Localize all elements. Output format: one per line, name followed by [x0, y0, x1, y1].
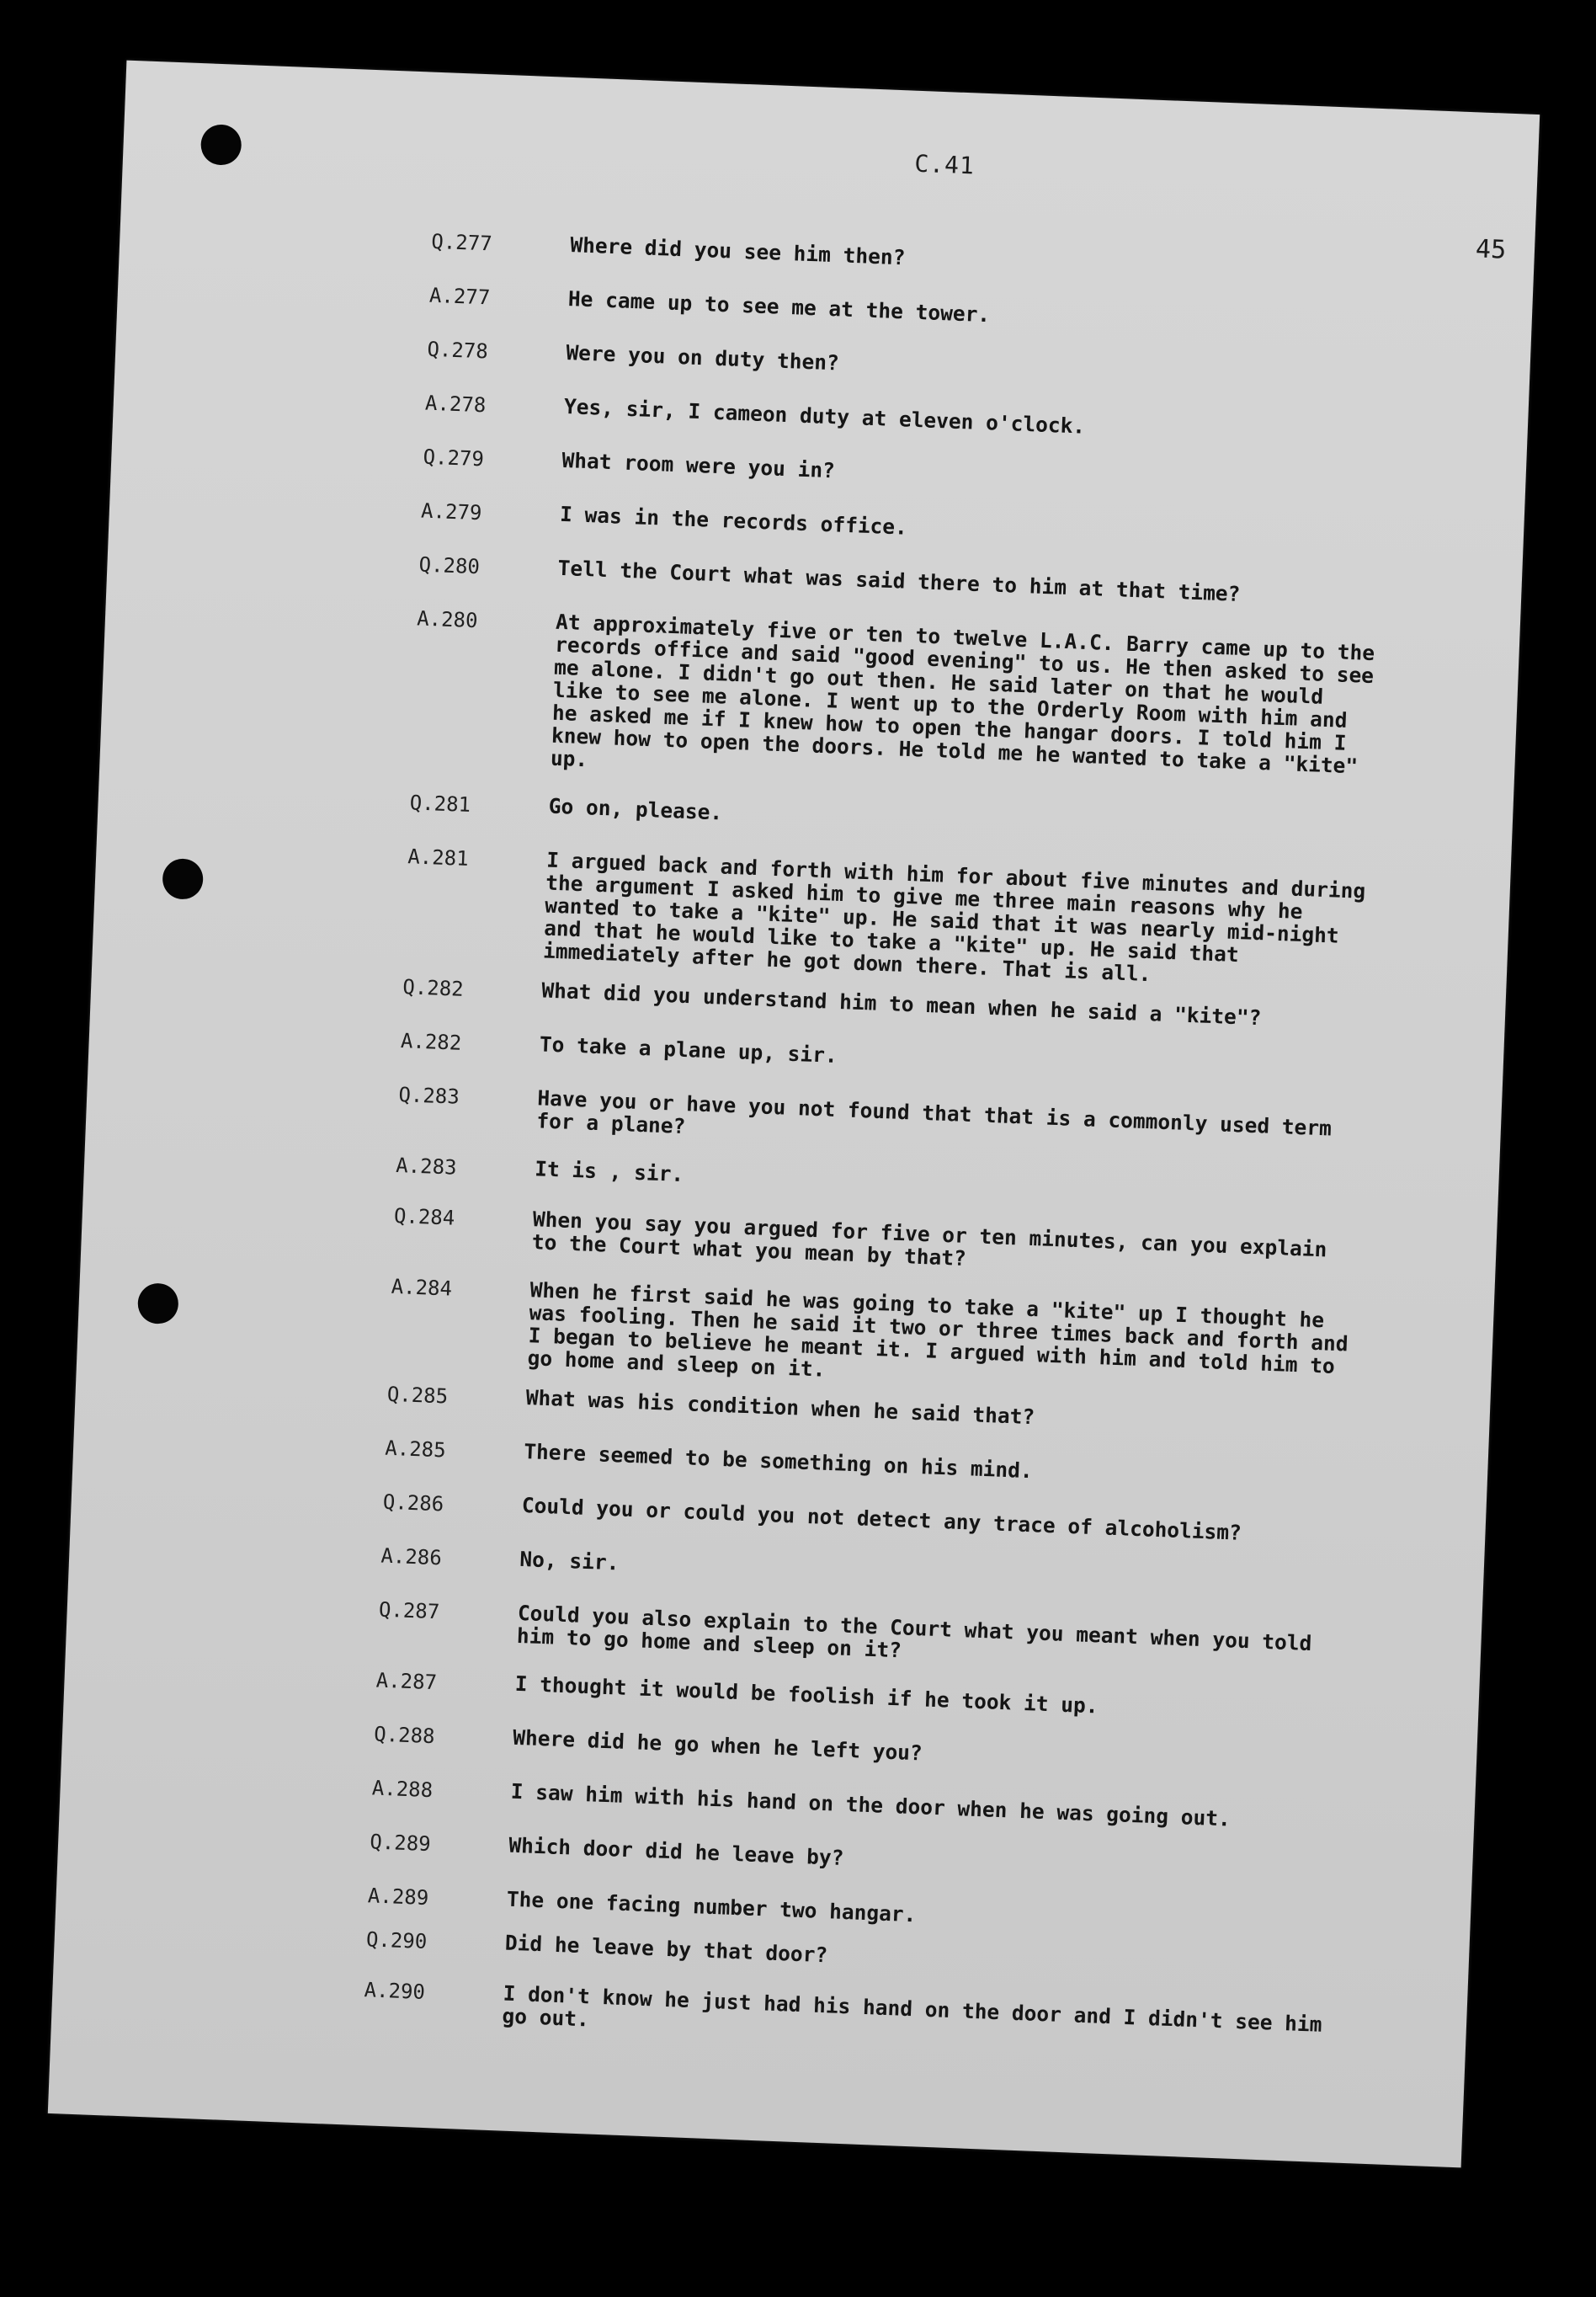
qa-entry: [393, 1202, 1362, 1285]
entry-text: Have you or have you not found that that is a commonly used term for a plane?: [535, 1085, 1333, 1141]
entry-text: It is , sir.: [534, 1156, 684, 1187]
entry-label: A.286: [380, 1543, 443, 1570]
entry-label: Q.288: [373, 1722, 436, 1749]
entry-label: A.285: [384, 1436, 447, 1463]
qa-entry: [428, 282, 1396, 344]
entry-label: A.281: [407, 845, 470, 871]
entry-label: Q.283: [398, 1082, 460, 1109]
entry-text: At approximately five or ten to twelve L.A.C. Barry came up to the records office and said "good evening" to us. He then asked to see me alone. I didn't go out then. He said later on that he would like to see me alone. I went up to the Orderly Room with him and he asked me if I knew how to open the hangar doors. I told him I knew how to open the doors. He told me he wanted to take a "kite" up.: [550, 609, 1375, 779]
entry-text: To take a plane up, sir.: [539, 1031, 838, 1068]
entry-text: There seemed to be something on his mind.: [523, 1438, 1034, 1484]
qa-entry: [396, 1152, 1364, 1214]
entry-text: Where did you see him then?: [569, 232, 906, 270]
entry-label: A.282: [400, 1029, 462, 1055]
entry-label: Q.280: [418, 552, 481, 579]
entry-label: Q.281: [409, 791, 471, 817]
entry-label: Q.290: [365, 1927, 428, 1953]
punch-hole: [137, 1282, 179, 1324]
qa-entry: [425, 390, 1393, 452]
entry-label: A.283: [395, 1153, 458, 1180]
entry-label: Q.277: [430, 229, 493, 256]
qa-entry: [418, 551, 1386, 613]
entry-text: Where did he go when he left you?: [512, 1724, 923, 1766]
entry-label: Q.278: [427, 337, 489, 364]
qa-entry: [375, 1666, 1343, 1729]
qa-entry: [423, 444, 1391, 506]
qa-entry: [421, 497, 1389, 559]
entry-text: I thought it would be foolish if he took it up.: [514, 1671, 1099, 1719]
entry-label: Q.279: [423, 445, 485, 472]
qa-entry: [371, 1774, 1339, 1836]
qa-entry: [378, 1596, 1347, 1679]
entry-text: What room were you in?: [561, 447, 836, 483]
qa-entry: [380, 1543, 1349, 1605]
entry-text: He came up to see me at the tower.: [567, 286, 991, 328]
entry-text: I don't know he just had his hand on the door and I didn't see him go out.: [502, 1980, 1323, 2037]
entry-label: A.289: [367, 1884, 429, 1911]
entry-label: A.284: [391, 1274, 453, 1301]
entry-text: Did he leave by that door?: [504, 1930, 828, 1968]
qa-entry: [388, 1273, 1359, 1401]
entry-label: Q.284: [393, 1203, 455, 1230]
qa-entry: [409, 789, 1377, 851]
entry-label: Q.286: [382, 1490, 444, 1516]
entry-label: A.287: [375, 1668, 438, 1695]
qa-entry: [374, 1720, 1342, 1783]
entry-text: I was in the records office.: [559, 501, 908, 540]
qa-entry: [404, 843, 1375, 994]
punch-hole: [162, 858, 204, 900]
entry-label: A.280: [416, 606, 479, 633]
entry-text: When he first said he was going to take a "kite" up I thought he was fooling. Then he said it two or three times back and forth and I began to believe he meant it. I argued with him and told him to go home and sleep on it.: [527, 1277, 1349, 1382]
entry-text: I argued back and forth with him for about five minutes and during the argument I asked him to give me three main reasons why he wanted to take a "kite" up. He said that it was nearly mid-night and that he would like to take a "kite" up. He said that immediately after he got down there. That is all.: [542, 847, 1366, 987]
entry-text: What was his condition when he said that?: [525, 1385, 1035, 1430]
qa-entry: [427, 336, 1395, 398]
entry-label: A.279: [420, 498, 482, 525]
entry-text: When you say you argued for five or ten minutes, can you explain to the Court what you mean by that?: [531, 1207, 1327, 1271]
entry-text: I saw him with his hand on the door when he was going out.: [510, 1778, 1232, 1831]
entry-text: What did you understand him to mean when he said a "kite"?: [540, 978, 1262, 1031]
entry-label: Q.289: [369, 1830, 432, 1857]
qa-entry: [363, 1976, 1332, 2059]
entry-text: Could you or could you not detect any trace of alcoholism?: [521, 1492, 1242, 1545]
entry-label: A.288: [371, 1776, 434, 1803]
entry-label: Q.282: [402, 975, 465, 1001]
entry-label: A.277: [428, 283, 491, 310]
punch-hole: [200, 124, 242, 166]
document-page: [48, 61, 1540, 2168]
page-label: C.41: [913, 149, 976, 180]
qa-entry: [385, 1435, 1353, 1497]
qa-entry: [382, 1489, 1350, 1551]
qa-entry: [412, 605, 1385, 801]
qa-entry: [400, 1027, 1368, 1090]
entry-text: Go on, please.: [548, 793, 723, 825]
qa-entry: [431, 228, 1399, 290]
qa-entry: [397, 1081, 1366, 1164]
entry-label: A.290: [364, 1978, 426, 2004]
entry-text: No, sir.: [519, 1546, 620, 1575]
entry-label: Q.285: [386, 1382, 449, 1409]
entry-text: Could you also explain to the Court what you meant when you told him to go home and sleep on it?: [516, 1600, 1312, 1663]
qa-entry: [370, 1828, 1338, 1890]
transcript: [363, 228, 1399, 2060]
page-number: 45: [1475, 234, 1507, 265]
entry-text: The one facing number two hangar.: [506, 1886, 917, 1927]
entry-text: Which door did he leave by?: [508, 1832, 844, 1870]
entry-text: Tell the Court what was said there to him at that time?: [557, 555, 1241, 606]
entry-label: Q.287: [378, 1597, 440, 1624]
entry-text: Yes, sir, I cameon duty at eleven o'clock.: [563, 393, 1086, 439]
entry-label: A.278: [424, 391, 487, 418]
entry-text: Were you on duty then?: [565, 339, 840, 376]
